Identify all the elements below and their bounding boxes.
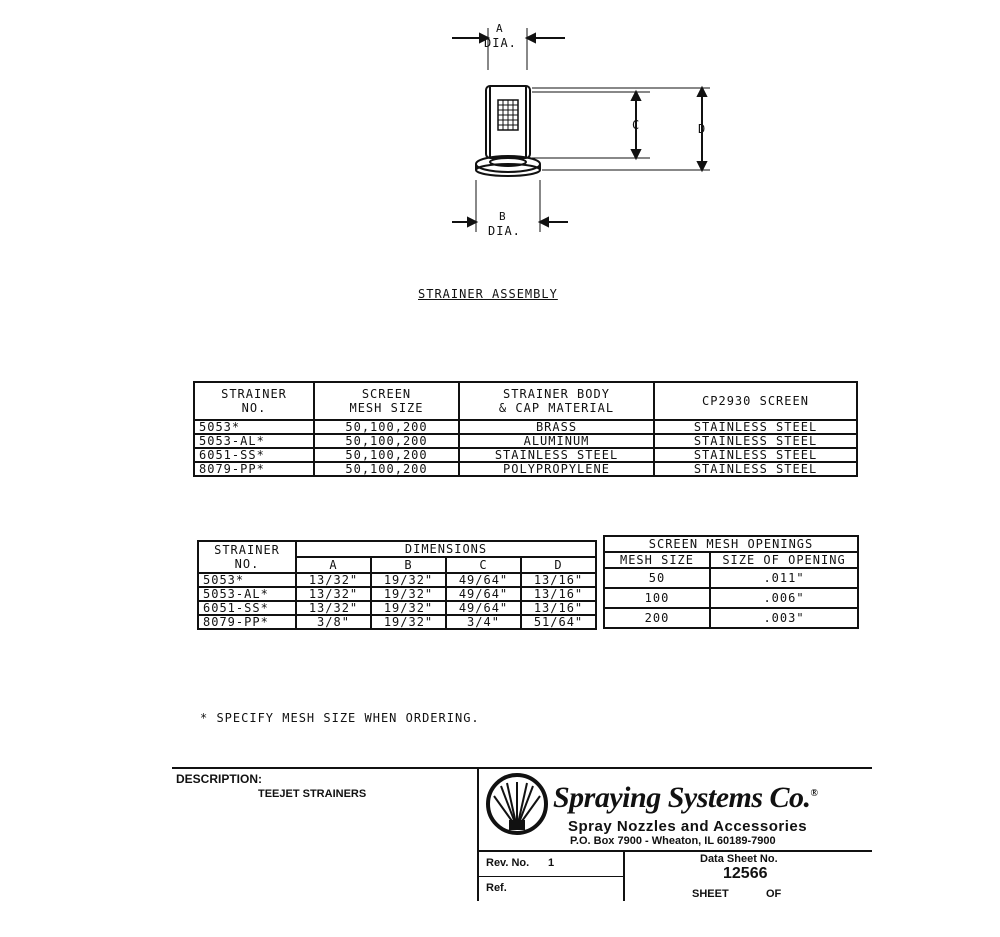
cell: 13/32" — [296, 573, 371, 587]
col-b: B — [371, 557, 446, 573]
title-block-divider — [477, 767, 479, 901]
dim-a-letter: A — [496, 22, 504, 35]
table-row — [198, 615, 596, 629]
cell: STAINLESS STEEL — [654, 448, 857, 462]
title-block-rule-vert — [623, 850, 625, 901]
datasheet-label: Data Sheet No. — [700, 853, 778, 865]
header-no: NO. — [234, 557, 260, 571]
table-row — [194, 420, 857, 434]
cell: POLYPROPYLENE — [459, 462, 654, 476]
of-label: OF — [766, 888, 782, 900]
col-screen: CP2930 SCREEN — [654, 382, 857, 420]
cell: 8079-PP* — [198, 615, 296, 629]
cell: 200 — [604, 608, 710, 628]
cell: 50,100,200 — [314, 462, 459, 476]
cell: 49/64" — [446, 601, 521, 615]
cell: 50 — [604, 568, 710, 588]
cell: 51/64" — [521, 615, 596, 629]
cell: 49/64" — [446, 573, 521, 587]
dimensions-table — [197, 540, 597, 630]
table-row — [194, 462, 857, 476]
company-address: P.O. Box 7900 - Wheaton, IL 60189-7900 — [570, 835, 776, 847]
cell: STAINLESS STEEL — [654, 434, 857, 448]
col-mesh-size: SCREEN MESH SIZE — [314, 382, 459, 420]
table-row — [604, 588, 858, 608]
company-name — [553, 781, 818, 815]
dim-b-letter: B — [499, 210, 507, 223]
title-block-rule-mid — [477, 850, 872, 852]
cell: 19/32" — [371, 615, 446, 629]
rev-label: Rev. No. — [486, 857, 530, 869]
col-size-opening: SIZE OF OPENING — [710, 552, 858, 568]
rev-value: 1 — [548, 857, 555, 869]
cell: 49/64" — [446, 587, 521, 601]
registered-mark: ® — [810, 788, 818, 799]
mesh-openings-table — [603, 535, 859, 629]
company-logo-icon — [485, 772, 549, 836]
header-dimensions: DIMENSIONS — [296, 541, 596, 557]
drawing-title: STRAINER ASSEMBLY — [418, 287, 558, 301]
table-row — [604, 568, 858, 588]
sheet-label: SHEET — [692, 888, 729, 900]
cell: 5053-AL* — [198, 587, 296, 601]
cell: 19/32" — [371, 601, 446, 615]
col-mesh-size: MESH SIZE — [604, 552, 710, 568]
cell: 19/32" — [371, 587, 446, 601]
table-row — [604, 608, 858, 628]
cell: 8079-PP* — [194, 462, 314, 476]
description-value: TEEJET STRAINERS — [258, 788, 367, 800]
cell: .006" — [710, 588, 858, 608]
table-header-row — [198, 541, 596, 557]
cell: 13/32" — [296, 601, 371, 615]
cell: 5053* — [194, 420, 314, 434]
cell: BRASS — [459, 420, 654, 434]
table-row — [198, 587, 596, 601]
cell: 3/8" — [296, 615, 371, 629]
cell: STAINLESS STEEL — [654, 462, 857, 476]
dim-d-letter: D — [698, 122, 707, 136]
dim-b-label: DIA. — [488, 224, 521, 238]
table-header-row — [194, 382, 857, 420]
cell: 6051-SS* — [194, 448, 314, 462]
datasheet-value: 12566 — [723, 865, 768, 882]
col-d: D — [521, 557, 596, 573]
col-strainer-no: STRAINER NO. — [194, 382, 314, 420]
cell: 5053* — [198, 573, 296, 587]
col-a: A — [296, 557, 371, 573]
cell: 13/16" — [521, 573, 596, 587]
table-header-row — [604, 536, 858, 552]
header-strainer: STRAINER — [214, 543, 280, 557]
cell: 5053-AL* — [194, 434, 314, 448]
cell: .003" — [710, 608, 858, 628]
cell: 50,100,200 — [314, 420, 459, 434]
cell: .011" — [710, 568, 858, 588]
title-block-rule-top — [172, 767, 872, 769]
footnote: * SPECIFY MESH SIZE WHEN ORDERING. — [200, 711, 480, 725]
table-header-row — [604, 552, 858, 568]
materials-table — [193, 381, 858, 477]
strainer-drawing — [440, 20, 740, 245]
table-row — [198, 573, 596, 587]
col-strainer-no — [198, 541, 296, 573]
table-row — [194, 434, 857, 448]
dim-c-letter: C — [632, 118, 641, 132]
table-row — [198, 601, 596, 615]
table-row — [194, 448, 857, 462]
mesh-table-title: SCREEN MESH OPENINGS — [604, 536, 858, 552]
cell: 50,100,200 — [314, 448, 459, 462]
cell: 19/32" — [371, 573, 446, 587]
cell: 3/4" — [446, 615, 521, 629]
cell: STAINLESS STEEL — [459, 448, 654, 462]
cell: 100 — [604, 588, 710, 608]
title-block-rule-rev — [477, 876, 623, 877]
col-c: C — [446, 557, 521, 573]
cell: 13/16" — [521, 601, 596, 615]
cell: ALUMINUM — [459, 434, 654, 448]
cell: STAINLESS STEEL — [654, 420, 857, 434]
description-label: DESCRIPTION: — [176, 772, 263, 786]
cell: 13/32" — [296, 587, 371, 601]
company-name-text: Spraying Systems Co. — [553, 781, 811, 814]
col-body-material: STRAINER BODY & CAP MATERIAL — [459, 382, 654, 420]
dim-a-label: DIA. — [484, 36, 517, 50]
ref-label: Ref. — [486, 882, 507, 894]
company-tagline: Spray Nozzles and Accessories — [568, 818, 808, 835]
cell: 50,100,200 — [314, 434, 459, 448]
cell: 13/16" — [521, 587, 596, 601]
cell: 6051-SS* — [198, 601, 296, 615]
